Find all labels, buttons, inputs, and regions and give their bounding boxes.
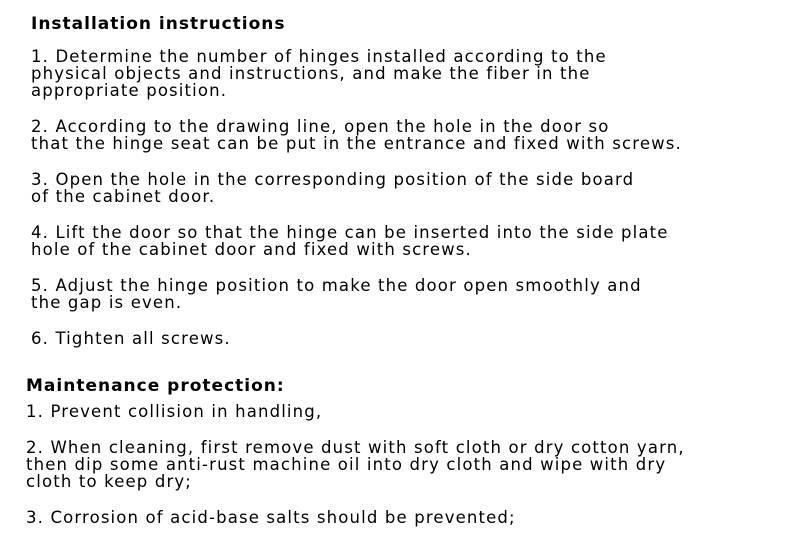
installation-step-2 [0,118,790,152]
step-2-line-1: 2. According to the drawing line, open the hole in the door so [31,117,610,136]
item-3-line-1: 3. Corrosion of acid-base salts should be prevented; [26,508,516,527]
installation-step-4 [0,224,790,258]
installation-section [0,14,790,347]
maintenance-item-3 [0,509,790,526]
step-1-line-3: appropriate position. [31,81,228,100]
installation-step-3 [0,171,790,205]
step-1-line-2: physical objects and instructions, and make the fiber in the [31,64,591,83]
maintenance-section [0,376,790,526]
maintenance-item-1 [0,403,790,420]
item-1-line-1: 1. Prevent collision in handling, [26,402,323,421]
step-3-line-2: of the cabinet door. [31,187,216,206]
step-2-line-2: that the hinge seat can be put in the entrance and fixed with screws. [31,134,682,153]
step-4-line-1: 4. Lift the door so that the hinge can be inserted into the side plate [31,223,669,242]
item-2-line-2: then dip some anti-rust machine oil into dry cloth and wipe with dry [26,455,667,474]
maintenance-heading: Maintenance protection: [26,376,285,396]
step-6-line-1: 6. Tighten all screws. [31,329,231,348]
step-5-line-2: the gap is even. [31,293,183,312]
item-2-line-1: 2. When cleaning, first remove dust with soft cloth or dry cotton yarn, [26,438,685,457]
installation-step-5 [0,277,790,311]
step-5-line-1: 5. Adjust the hinge position to make the door open smoothly and [31,276,642,295]
step-1-line-1: 1. Determine the number of hinges installed according to the [31,47,607,66]
step-3-line-1: 3. Open the hole in the corresponding position of the side board [31,170,635,189]
maintenance-item-2 [0,439,790,490]
installation-heading: Installation instructions [31,14,286,34]
installation-step-1 [0,48,790,99]
step-4-line-2: hole of the cabinet door and fixed with screws. [31,240,472,259]
installation-step-6 [0,330,790,347]
item-2-line-3: cloth to keep dry; [26,472,193,491]
